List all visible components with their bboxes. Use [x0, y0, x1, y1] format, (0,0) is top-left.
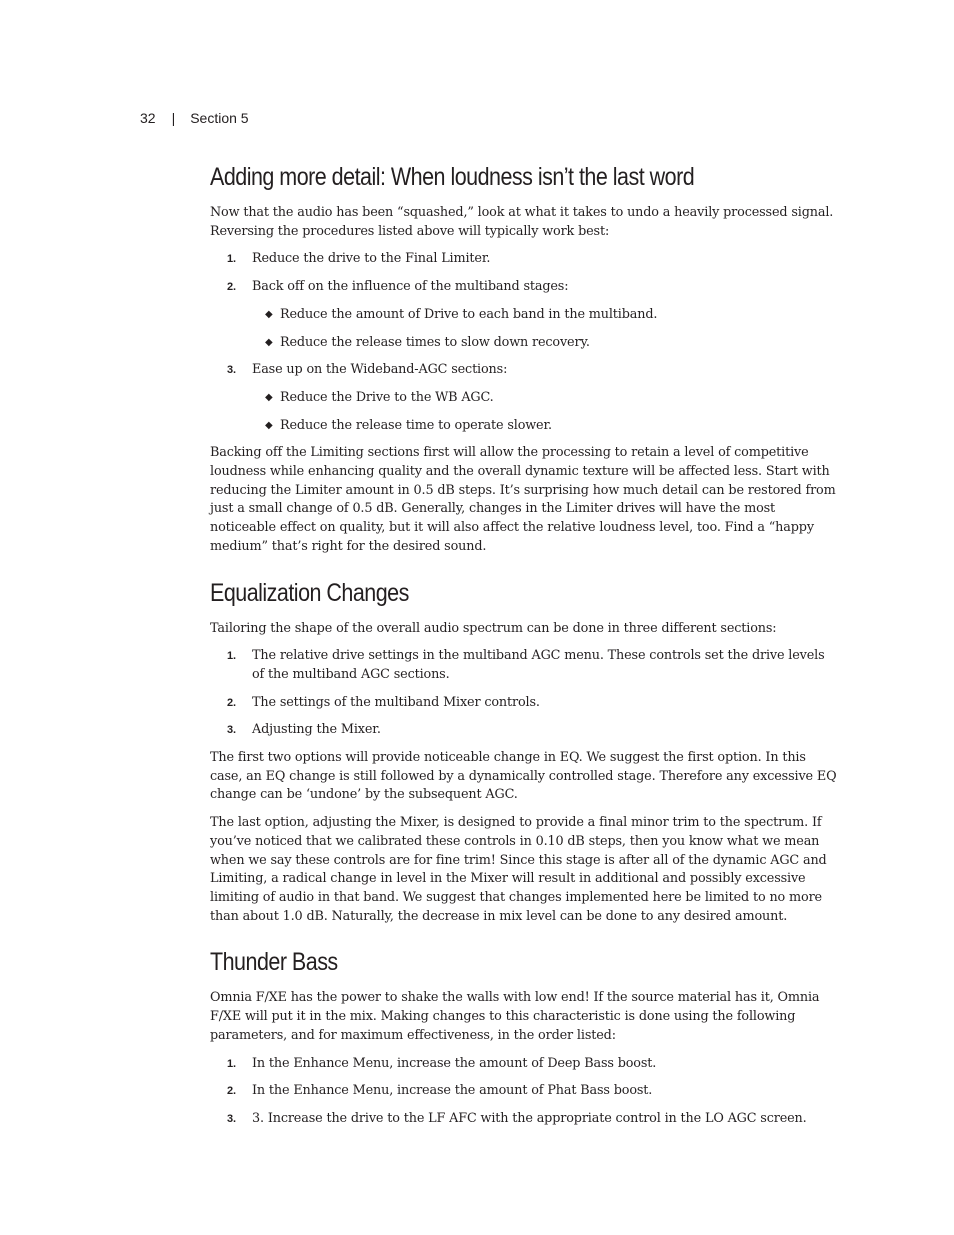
bullet-item: [252, 334, 840, 353]
step-text: In the Enhance Menu, increase the amount of Deep Bass boost.: [252, 1055, 657, 1071]
section-paragraph: Backing off the Limiting sections first will allow the processing to retain a level of competitive loudness while enhancing quality and the overall dynamic texture will be affected less. Start with reducing the Limiter amount in 0.5 dB steps. It’s surprising how much detail can be restored from just a small change of 0.5 dB. Generally, changes in the Limiter drives will have the most noticeable effect on quality, but it will also affect the relative loudness level, too. Find a “happy medium” that’s right for the desired sound.: [210, 445, 836, 554]
step-item: [210, 721, 840, 740]
step-number: 1.: [227, 253, 236, 266]
section-heading: Equalization Changes: [210, 578, 409, 607]
section-intro: Now that the audio has been “squashed,” look at what it takes to undo a heavily processed signal. Reversing the procedures listed above will typically work best:: [210, 205, 834, 239]
step-item: [210, 250, 840, 269]
step-text: Adjusting the Mixer.: [252, 722, 381, 738]
section-heading: Thunder Bass: [210, 948, 338, 977]
section-heading: Adding more detail: When loudness isn’t the last word: [210, 163, 695, 191]
step-item: [210, 1110, 840, 1129]
step-number: 1.: [227, 650, 236, 663]
section-paragraph: The first two options will provide noticeable change in EQ. We suggest the first option. In this case, an EQ change is still followed by a dynamically controlled stage. Therefore any excessive EQ change can be ‘undone’ by the subsequent AGC.: [210, 750, 837, 803]
step-text: 3. Increase the drive to the LF AFC with the appropriate control in the LO AGC screen.: [252, 1110, 807, 1126]
diamond-bullet-icon: ◆: [265, 419, 273, 431]
diamond-bullet-icon: ◆: [265, 308, 273, 320]
section-loudness-detail: [210, 160, 840, 557]
step-item: [210, 1082, 840, 1101]
diamond-bullet-icon: ◆: [265, 336, 273, 348]
step-item: [210, 694, 840, 713]
page-content: [210, 160, 840, 1148]
page-number: 32: [140, 110, 156, 126]
section-paragraph: The last option, adjusting the Mixer, is designed to provide a final minor trim to the spectrum. If you’ve noticed that we calibrated these controls in 0.10 dB steps, then you know what we mean when we say these controls are for fine trim! Since this stage is after all of the dynamic AGC and Limiting, a radical change in level in the Mixer will result in additional and possibly excessive limiting of audio in that band. We suggest that changes implemented here be limited to no more than about 1.0 dB. Naturally, the decrease in mix level can be done to any desired amount.: [210, 815, 827, 924]
step-number: 2.: [227, 1085, 236, 1098]
step-item: [210, 1055, 840, 1074]
bullet-item: [252, 389, 840, 408]
step-number: 2.: [227, 281, 236, 294]
step-text: Ease up on the Wideband-AGC sections:: [252, 362, 508, 378]
bullet-list: [252, 306, 840, 352]
step-item: [210, 647, 840, 684]
section-thunder-bass: [210, 945, 840, 1128]
section-intro: Tailoring the shape of the overall audio spectrum can be done in three different sections:: [210, 620, 777, 636]
bullet-item: [252, 306, 840, 325]
step-list: [210, 250, 840, 435]
diamond-bullet-icon: ◆: [265, 391, 273, 403]
bullet-list: [252, 389, 840, 435]
step-list: [210, 1055, 840, 1129]
bullet-text: Reduce the release times to slow down recovery.: [280, 334, 590, 350]
step-item: [210, 361, 840, 435]
bullet-text: Reduce the Drive to the WB AGC.: [280, 389, 494, 405]
header-separator: |: [171, 110, 176, 126]
step-text: In the Enhance Menu, increase the amount of Phat Bass boost.: [252, 1083, 653, 1099]
step-text: The settings of the multiband Mixer controls.: [252, 694, 540, 710]
bullet-item: [252, 417, 840, 436]
step-list: [210, 647, 840, 740]
section-label: Section 5: [190, 110, 249, 126]
step-number: 1.: [227, 1057, 236, 1070]
step-number: 2.: [227, 696, 236, 709]
step-text: Reduce the drive to the Final Limiter.: [252, 251, 491, 267]
section-intro: Omnia F/XE has the power to shake the walls with low end! If the source material has it, Omnia F/XE will put it in the mix. Making changes to this characteristic is done using the following parameters, and for maximum effectiveness, in the order listed:: [210, 990, 820, 1043]
step-item: [210, 278, 840, 352]
step-number: 3.: [227, 724, 236, 737]
step-number: 3.: [227, 1112, 236, 1125]
step-text: Back off on the influence of the multiband stages:: [252, 279, 569, 295]
bullet-text: Reduce the amount of Drive to each band in the multiband.: [280, 306, 658, 322]
section-equalization-changes: [210, 576, 840, 927]
step-number: 3.: [227, 364, 236, 377]
bullet-text: Reduce the release time to operate slower.: [280, 417, 552, 433]
step-text: The relative drive settings in the multiband AGC menu. These controls set the drive levels of the multiband AGC sections.: [252, 648, 825, 682]
running-head: [140, 110, 249, 126]
